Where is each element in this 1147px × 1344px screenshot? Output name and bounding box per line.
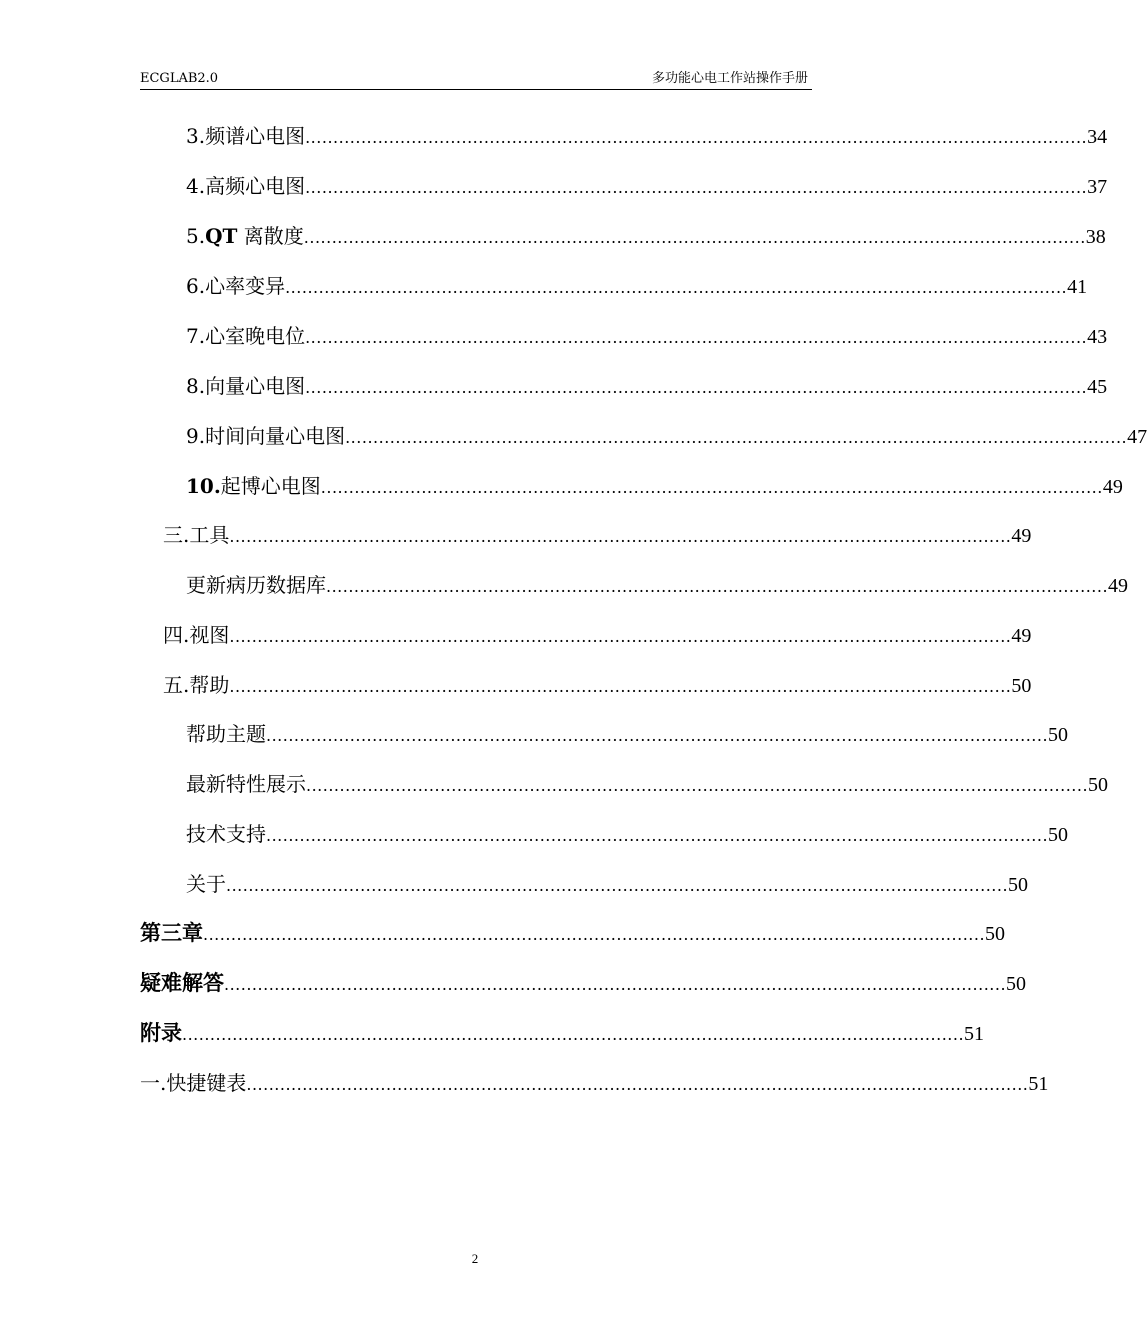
toc-entry[interactable] bbox=[186, 769, 1109, 799]
toc-entry-title: 一.快捷键表 bbox=[140, 1071, 247, 1095]
toc-entry-page: 49 bbox=[1108, 575, 1129, 597]
toc-entry-title: 7.心室晚电位 bbox=[186, 324, 306, 348]
toc-entry-number: 10. bbox=[186, 474, 221, 498]
toc-entry-page: 50 bbox=[1006, 973, 1027, 995]
toc-entry[interactable] bbox=[186, 271, 1088, 301]
toc-entry-title: 8.向量心电图 bbox=[186, 374, 306, 398]
toc-entry[interactable] bbox=[186, 171, 1108, 201]
toc-dot-leader: ............................................................................................................................................ bbox=[305, 328, 1088, 347]
page-number: 2 bbox=[471, 1251, 479, 1266]
toc-dot-leader: ............................................................................................................................................ bbox=[224, 975, 1007, 994]
toc-entry-title: 三.工具 bbox=[163, 523, 230, 547]
toc-entry-title: 疑难解答 bbox=[140, 971, 224, 995]
toc-entry-page: 50 bbox=[1011, 675, 1032, 697]
toc-entry-page: 50 bbox=[1008, 874, 1029, 896]
toc-dot-leader: ............................................................................................................................................ bbox=[229, 677, 1012, 696]
toc-entry[interactable] bbox=[186, 321, 1108, 351]
toc-entry-page: 45 bbox=[1087, 376, 1108, 398]
toc-chapter-entry[interactable] bbox=[140, 918, 1006, 948]
toc-entry-page: 50 bbox=[1048, 724, 1069, 746]
toc-entry[interactable] bbox=[163, 670, 1032, 700]
toc-entry-title: 最新特性展示 bbox=[186, 772, 306, 796]
header-product-name: ECGLAB2.0 bbox=[140, 71, 219, 86]
toc-entry-page: 37 bbox=[1087, 176, 1108, 198]
toc-dot-leader: ............................................................................................................................................ bbox=[266, 726, 1049, 745]
toc-chapter-entry[interactable] bbox=[140, 1018, 985, 1048]
toc-entry[interactable] bbox=[186, 471, 1123, 501]
toc-entry-page: 51 bbox=[964, 1023, 985, 1045]
toc-dot-leader: ............................................................................................................................................ bbox=[326, 577, 1109, 596]
toc-dot-leader: ............................................................................................................................................ bbox=[305, 378, 1088, 397]
toc-entry-title-text: 离散度 bbox=[237, 224, 304, 248]
toc-entry[interactable] bbox=[186, 869, 1029, 899]
toc-entry-title: 附录 bbox=[140, 1021, 182, 1045]
toc-entry-page: 50 bbox=[985, 923, 1006, 945]
toc-entry-number: 5. bbox=[186, 224, 206, 248]
toc-entry[interactable] bbox=[186, 371, 1108, 401]
toc-dot-leader: ............................................................................................................................................ bbox=[303, 228, 1086, 247]
toc-dot-leader: ............................................................................................................................................ bbox=[345, 428, 1128, 447]
toc-entry-title: 4.高频心电图 bbox=[186, 174, 306, 198]
toc-entry-bold-term: QT bbox=[205, 224, 238, 248]
toc-entry[interactable] bbox=[163, 620, 1032, 650]
toc-entry-page: 51 bbox=[1028, 1073, 1049, 1095]
toc-dot-leader: ............................................................................................................................................ bbox=[320, 478, 1103, 497]
toc-entry-title bbox=[186, 221, 304, 251]
toc-entry[interactable] bbox=[186, 719, 1069, 749]
toc-entry-page: 50 bbox=[1088, 774, 1109, 796]
toc-entry[interactable] bbox=[186, 121, 1108, 151]
toc-entry-page: 47 bbox=[1127, 426, 1147, 448]
toc-dot-leader: ............................................................................................................................................ bbox=[226, 876, 1009, 895]
toc-dot-leader: ............................................................................................................................................ bbox=[306, 776, 1089, 795]
toc-entry-page: 41 bbox=[1067, 276, 1088, 298]
toc-entry-page: 38 bbox=[1085, 226, 1106, 248]
toc-dot-leader: ............................................................................................................................................ bbox=[266, 826, 1049, 845]
page-header bbox=[140, 70, 812, 90]
toc-entry-title bbox=[186, 471, 321, 501]
toc-entry-title: 五.帮助 bbox=[163, 673, 230, 697]
toc-entry-page: 50 bbox=[1048, 824, 1069, 846]
toc-entry[interactable] bbox=[186, 421, 1147, 451]
toc-dot-leader: ............................................................................................................................................ bbox=[285, 278, 1068, 297]
toc-entry[interactable] bbox=[186, 570, 1129, 600]
toc-dot-leader: ............................................................................................................................................ bbox=[203, 925, 986, 944]
toc-dot-leader: ............................................................................................................................................ bbox=[246, 1075, 1029, 1094]
toc-entry-page: 49 bbox=[1011, 525, 1032, 547]
toc-dot-leader: ............................................................................................................................................ bbox=[229, 527, 1012, 546]
toc-entry-page: 49 bbox=[1102, 476, 1123, 498]
toc-entry-page: 43 bbox=[1087, 326, 1108, 348]
toc-entry-title: 帮助主题 bbox=[186, 722, 266, 746]
toc-entry-title: 四.视图 bbox=[163, 623, 230, 647]
toc-entry-title-text: 起博心电图 bbox=[220, 474, 321, 498]
toc-entry-title: 6.心率变异 bbox=[186, 274, 286, 298]
toc-entry-title: 技术支持 bbox=[186, 822, 266, 846]
toc-entry-page: 49 bbox=[1011, 625, 1032, 647]
toc-entry[interactable] bbox=[186, 221, 1106, 251]
toc-entry[interactable] bbox=[140, 1068, 1049, 1098]
toc-chapter-entry[interactable] bbox=[140, 968, 1027, 998]
toc-dot-leader: ............................................................................................................................................ bbox=[229, 627, 1012, 646]
toc-entry-title: 第三章 bbox=[140, 921, 203, 945]
toc-entry-title: 更新病历数据库 bbox=[186, 573, 326, 597]
toc-entry[interactable] bbox=[186, 819, 1069, 849]
toc-entry-page: 34 bbox=[1087, 126, 1108, 148]
toc-entry-title: 3.频谱心电图 bbox=[186, 124, 306, 148]
toc-entry-title: 关于 bbox=[186, 872, 226, 896]
toc-entry[interactable] bbox=[163, 520, 1032, 550]
toc-entry-title: 9.时间向量心电图 bbox=[186, 424, 346, 448]
toc-dot-leader: ............................................................................................................................................ bbox=[305, 128, 1088, 147]
toc-dot-leader: ............................................................................................................................................ bbox=[182, 1025, 965, 1044]
header-manual-title: 多功能心电工作站操作手册 bbox=[651, 71, 808, 86]
toc-dot-leader: ............................................................................................................................................ bbox=[305, 178, 1088, 197]
